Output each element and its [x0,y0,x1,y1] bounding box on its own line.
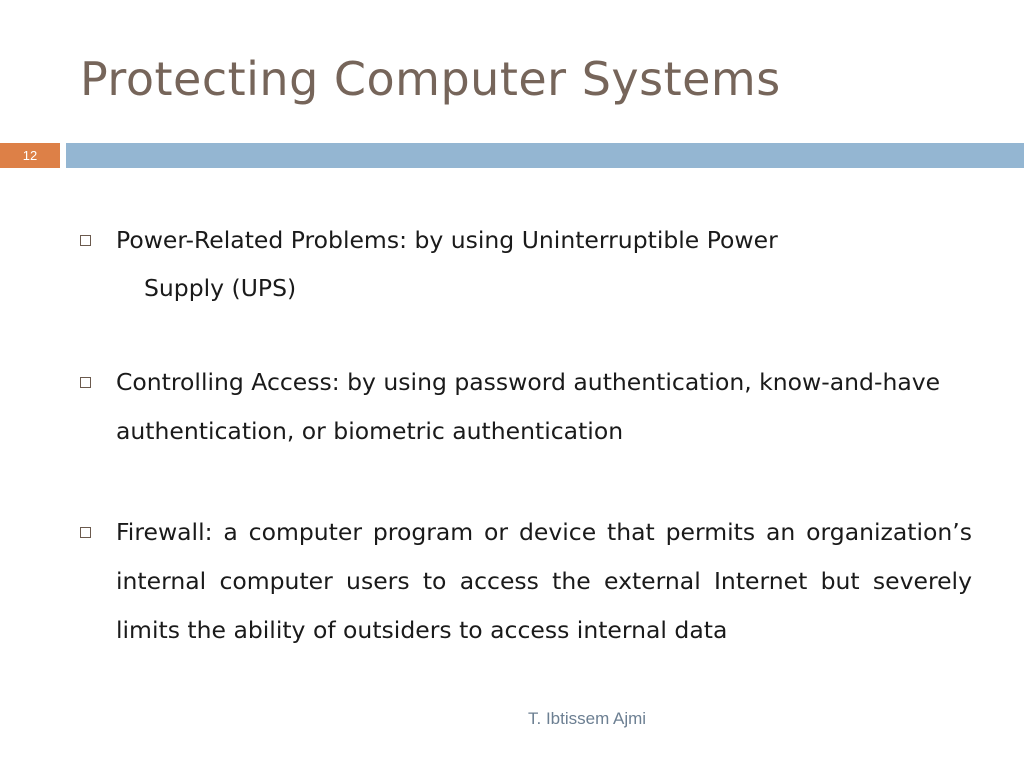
bullet-line-1: Power-Related Problems: by using Uninterruptible Power [116,226,778,254]
bullet-text: Controlling Access: by using password authentication, know-and-have authentication, or biometric authentication [116,368,941,445]
title-underline-bar [66,143,1024,168]
slide-number-badge: 12 [0,143,60,168]
square-bullet-icon [80,235,91,246]
bullet-line-2: Supply (UPS) [144,274,297,302]
square-bullet-icon [80,377,91,388]
footer-author: T. Ibtissem Ajmi [528,709,647,728]
square-bullet-icon [80,527,91,538]
bullet-text: Firewall: a computer program or device that permits an organization’s internal computer users to access the external Internet but severely limits the ability of outsiders to access internal data [116,518,972,644]
bullet-text [116,216,916,302]
slide-title: Protecting Computer Systems [80,52,781,106]
